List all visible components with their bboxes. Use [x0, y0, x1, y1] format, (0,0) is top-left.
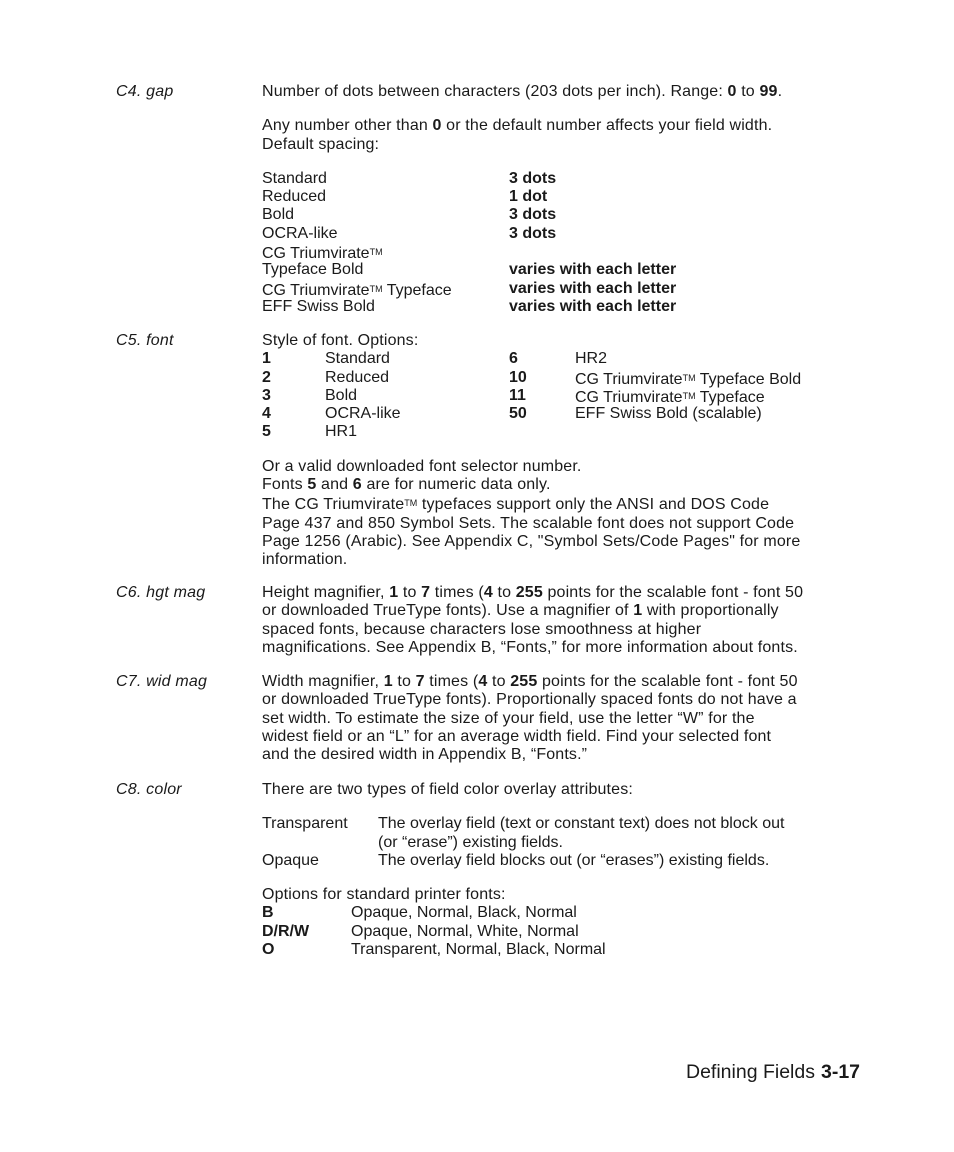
- spacing-row: CG TriumvirateTM Typeface varies with each letter: [262, 279, 677, 299]
- c4-description: [262, 83, 882, 316]
- c6-line: Height magnifier, 1 to 7 times (4 to 255 points for the scalable font - font 50: [262, 584, 804, 601]
- c7-line: widest field or an “L” for an average width field. Find your selected font: [262, 727, 772, 745]
- page-footer: [686, 1063, 860, 1081]
- footer-page-number: 3-17: [820, 1061, 861, 1083]
- c8-description: [262, 781, 882, 959]
- c8-options-intro: Options for standard printer fonts:: [262, 886, 506, 904]
- c5-note-symbol-sets: Page 1256 (Arabic). See Appendix C, "Symbol Sets/Code Pages" for more: [262, 532, 801, 550]
- c4-default-spacing-heading: Default spacing:: [262, 135, 380, 153]
- font-option-row: 3 Bold 11 CG TriumvirateTM Typeface: [262, 386, 765, 406]
- spacing-row: Standard 3 dots: [262, 169, 557, 187]
- c6-line: magnifications. See Appendix B, “Fonts,” for more information about fonts.: [262, 638, 798, 656]
- spacing-row: OCRA-like 3 dots: [262, 224, 557, 242]
- field-label-c8: C8. color: [116, 781, 182, 798]
- c8-options-table: [262, 904, 882, 959]
- spacing-row: CG TriumvirateTM: [262, 245, 383, 263]
- c4-range-line: Number of dots between characters (203 dots per inch). Range: 0 to 99.: [262, 83, 783, 100]
- c8-intro: There are two types of field color overlay attributes:: [262, 781, 633, 798]
- c5-note-download: Or a valid downloaded font selector number.: [262, 457, 582, 475]
- spacing-row: Typeface Bold varies with each letter: [262, 261, 677, 279]
- overlay-row-transparent-cont: (or “erase”) existing fields.: [378, 833, 563, 851]
- font-option-row: 4 OCRA-like 50 EFF Swiss Bold (scalable): [262, 405, 762, 423]
- font-option-row: 5 HR1: [262, 423, 358, 441]
- color-option-row: D/R/W Opaque, Normal, White, Normal: [262, 922, 579, 940]
- c5-note-numeric: Fonts 5 and 6 are for numeric data only.: [262, 476, 551, 494]
- c6-description: [262, 584, 882, 657]
- c4-spacing-table: [262, 170, 882, 316]
- c7-description: [262, 673, 882, 764]
- c7-line: Width magnifier, 1 to 7 times (4 to 255 points for the scalable font - font 50: [262, 673, 798, 690]
- font-option-row: 2 Reduced 10 CG TriumvirateTM Typeface Bold: [262, 368, 802, 388]
- c5-intro: Style of font. Options:: [262, 332, 419, 349]
- overlay-row-opaque: Opaque The overlay field blocks out (or “erases”) existing fields.: [262, 851, 770, 869]
- c7-line: or downloaded TrueType fonts). Proportionally spaced fonts do not have a: [262, 691, 797, 709]
- c6-line: spaced fonts, because characters lose smoothness at higher: [262, 620, 702, 638]
- color-option-row: B Opaque, Normal, Black, Normal: [262, 904, 577, 922]
- c6-line: or downloaded TrueType fonts). Use a magnifier of 1 with proportionally: [262, 602, 779, 620]
- c5-description: [262, 332, 882, 570]
- field-label-c5: C5. font: [116, 332, 174, 349]
- field-label-c6: C6. hgt mag: [116, 584, 206, 601]
- font-option-row: 1 Standard 6 HR2: [262, 350, 608, 368]
- footer-section-title: Defining Fields: [686, 1061, 815, 1083]
- spacing-row: Bold 3 dots: [262, 206, 557, 224]
- c8-overlay-table: [262, 815, 882, 870]
- field-label-c4: C4. gap: [116, 83, 174, 100]
- c7-line: set width. To estimate the size of your field, use the letter “W” for the: [262, 709, 755, 727]
- c5-note-symbol-sets: Page 437 and 850 Symbol Sets. The scalable font does not support Code: [262, 514, 795, 532]
- spacing-row: Reduced 1 dot: [262, 188, 548, 206]
- c5-note-symbol-sets: information.: [262, 551, 348, 569]
- c7-line: and the desired width in Appendix B, “Fonts.”: [262, 746, 588, 764]
- c5-font-options: [262, 350, 882, 441]
- color-option-row: O Transparent, Normal, Black, Normal: [262, 941, 606, 959]
- field-label-c7: C7. wid mag: [116, 673, 208, 690]
- c4-width-note: Any number other than 0 or the default number affects your field width.: [262, 117, 773, 135]
- c5-note-symbol-sets: The CG TriumvirateTM typefaces support only the ANSI and DOS Code: [262, 496, 770, 514]
- spacing-row: EFF Swiss Bold varies with each letter: [262, 297, 677, 315]
- overlay-row-transparent: Transparent The overlay field (text or constant text) does not block out: [262, 815, 785, 833]
